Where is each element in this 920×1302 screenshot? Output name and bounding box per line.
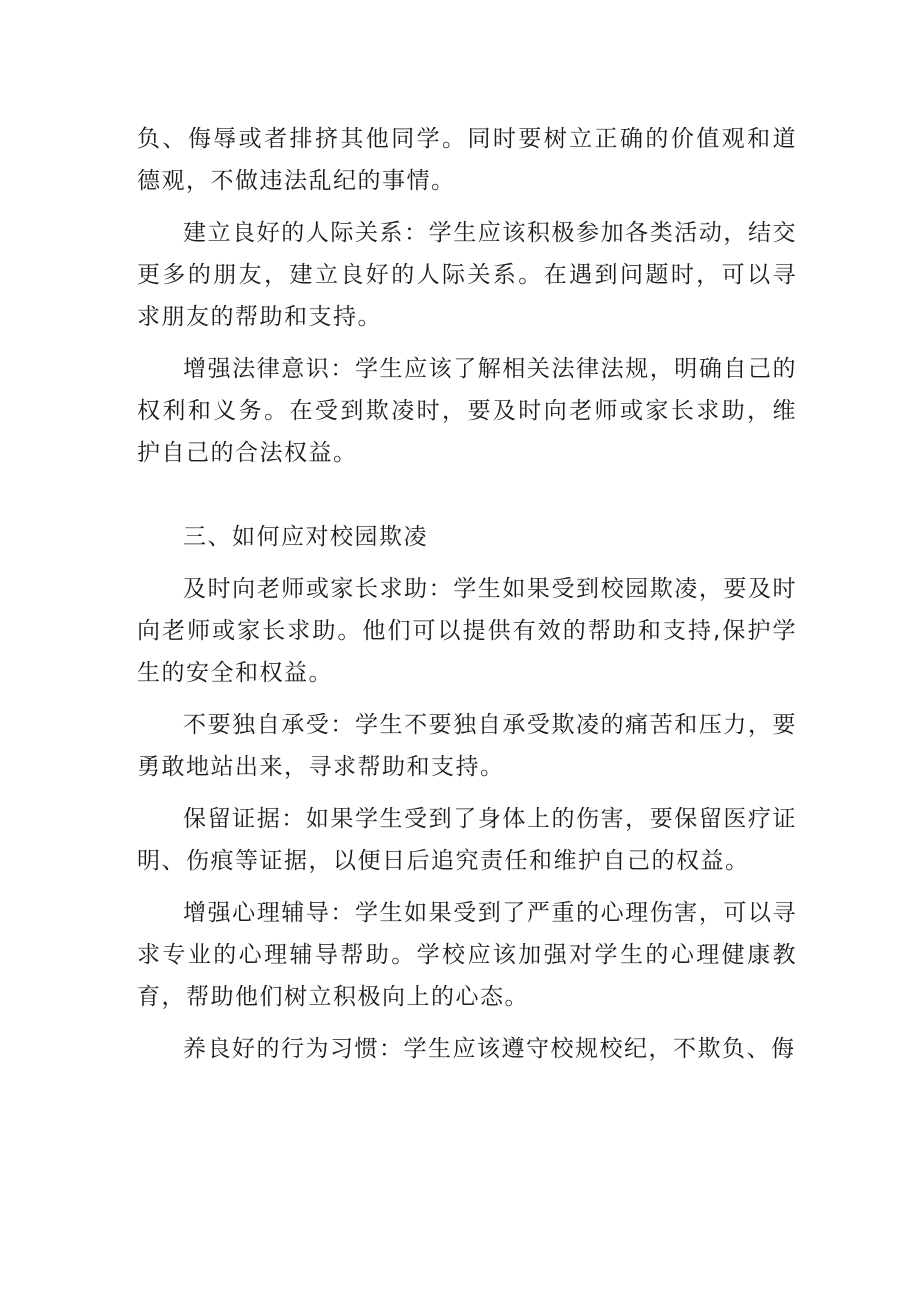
- paragraph-psychological-counseling: 增强心理辅导：学生如果受到了严重的心理伤害，可以寻求专业的心理辅导帮助。学校应该加强对学生的心理健康教育，帮助他们树立积极向上的心态。: [137, 900, 797, 1010]
- paragraph-keep-evidence: 保留证据：如果学生受到了身体上的伤害，要保留医疗证明、伤痕等证据，以便日后追究责任和维护自己的权益。: [137, 806, 797, 874]
- paragraph-seek-help: 及时向老师或家长求助：学生如果受到校园欺凌，要及时向老师或家长求助。他们可以提供有效的帮助和支持,保护学生的安全和权益。: [137, 576, 797, 686]
- paragraph-legal-awareness: 增强法律意识：学生应该了解相关法律法规，明确自己的权利和义务。在受到欺凌时，要及时向老师或家长求助，维护自己的合法权益。: [137, 356, 797, 466]
- section-spacer: [137, 474, 797, 516]
- paragraph-continuation: 负、侮辱或者排挤其他同学。同时要树立正确的价值观和道德观，不做违法乱纪的事情。: [137, 126, 797, 194]
- paragraph-interpersonal-relations: 建立良好的人际关系：学生应该积极参加各类活动，结交更多的朋友，建立良好的人际关系。在遇到问题时，可以寻求朋友的帮助和支持。: [137, 220, 797, 330]
- paragraph-good-habits: 养良好的行为习惯：学生应该遵守校规校纪，不欺负、侮: [183, 1036, 796, 1062]
- document-page: [137, 118, 797, 1070]
- paragraph-dont-suffer-alone: 不要独自承受：学生不要独自承受欺凌的痛苦和压力，要勇敢地站出来，寻求帮助和支持。: [137, 712, 797, 780]
- section-heading: 三、如何应对校园欺凌: [183, 524, 428, 550]
